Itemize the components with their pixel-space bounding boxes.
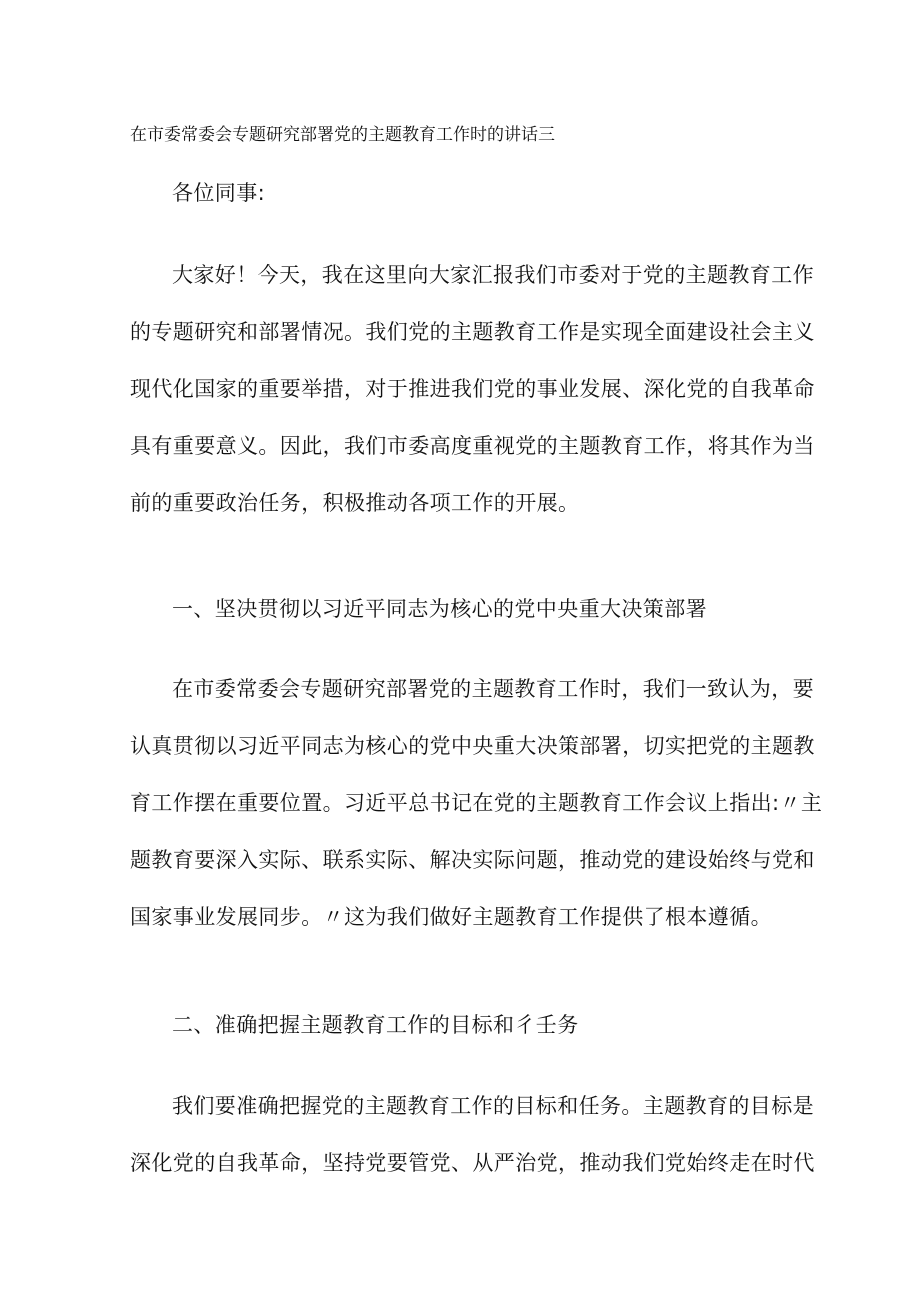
paragraph-line: 具有重要意义。因此，我们市委高度重视党的主题教育工作，将其作为当 <box>130 434 815 458</box>
section-heading-1 <box>130 581 785 638</box>
document-title: 在市委常委会专题研究部署党的主题教育工作时的讲话三 <box>130 125 555 145</box>
paragraph-line: 在市委常委会专题研究部署党的主题教育工作时，我们一致认为，要 <box>172 677 814 701</box>
paragraph-section-1 <box>130 661 823 946</box>
paragraph-line: 大家好！今天，我在这里向大家汇报我们市委对于党的主题教育工作 <box>172 263 814 287</box>
paragraph-section-2 <box>130 1078 815 1192</box>
paragraph-intro <box>130 247 815 532</box>
paragraph-line: 认真贯彻以习近平同志为核心的党中央重大决策部署，切实把党的主题教 <box>130 734 815 758</box>
paragraph-line: 现代化国家的重要举措，对于推进我们党的事业发展、深化党的自我革命 <box>130 377 815 401</box>
heading-line: 一、坚决贯彻以习近平同志为核心的党中央重大决策部署 <box>172 597 707 621</box>
paragraph-line: 深化党的自我革命，坚持党要管党、从严治党，推动我们党始终走在时代 <box>130 1151 815 1175</box>
paragraph-line: 我们要准确把握党的主题教育工作的目标和任务。主题教育的目标是 <box>172 1094 814 1118</box>
paragraph-line: 题教育要深入实际、联系实际、解决实际问题，推动党的建设始终与党和 <box>130 848 815 872</box>
paragraph-line: 国家事业发展同步。〃这为我们做好主题教育工作提供了根本遵循。 <box>130 905 772 929</box>
paragraph-line: 育工作摆在重要位置。习近平总书记在党的主题教育工作会议上指出:〃主 <box>130 791 823 815</box>
paragraph-line: 的专题研究和部署情况。我们党的主题教育工作是实现全面建设社会主义 <box>130 320 815 344</box>
heading-line: 二、准确把握主题教育工作的目标和彳壬务 <box>172 1013 579 1037</box>
salutation <box>130 165 785 222</box>
paragraph-line: 前的重要政治任务，积极推动各项工作的开展。 <box>130 491 580 515</box>
salutation-line: 各位同事: <box>172 181 266 205</box>
section-heading-2 <box>130 997 785 1054</box>
